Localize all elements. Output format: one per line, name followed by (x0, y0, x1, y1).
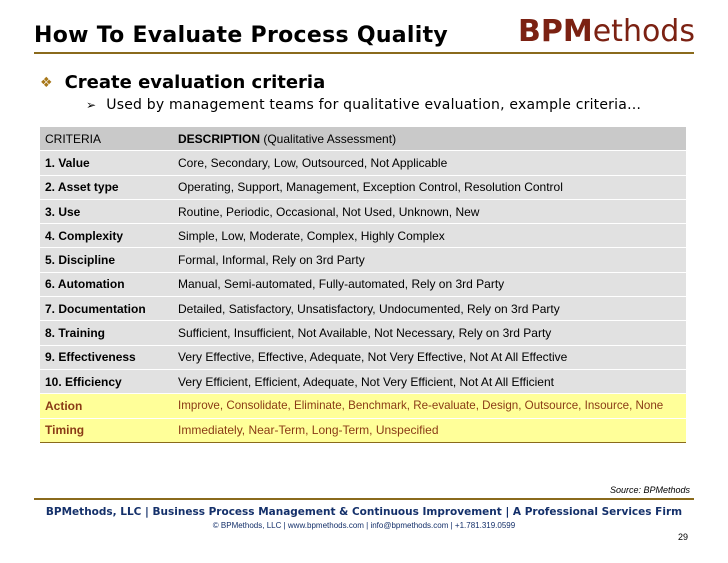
page-number: 29 (677, 532, 688, 542)
row-criteria: 8. Training (40, 321, 171, 345)
table-row (40, 272, 686, 296)
row-criteria: 1. Value (40, 151, 171, 175)
row-criteria: 9. Effectiveness (40, 345, 171, 369)
table-header-row (40, 127, 686, 151)
table-row (40, 369, 686, 393)
footer-contact-line: © BPMethods, LLC | www.bpmethods.com | info@bpmethods.com | +1.781.319.0599 (212, 521, 516, 530)
row-criteria: 5. Discipline (40, 248, 171, 272)
top-divider (34, 52, 694, 54)
sub-bullet-text: Used by management teams for qualitative evaluation, example criteria… (106, 97, 642, 113)
arrow-icon: ➢ (86, 98, 97, 112)
bottom-divider (34, 498, 694, 500)
table-row (40, 199, 686, 223)
row-description: Routine, Periodic, Occasional, Not Used, Unknown, New (171, 199, 686, 223)
row-description: Formal, Informal, Rely on 3rd Party (171, 248, 686, 272)
row-criteria: 4. Complexity (40, 224, 171, 248)
row-description: Core, Secondary, Low, Outsourced, Not Applicable (171, 151, 686, 175)
sub-bullet (86, 97, 641, 113)
footer-company-line: BPMethods, LLC | Business Process Management & Continuous Improvement | A Professional Services Firm (45, 506, 683, 518)
timing-description: Immediately, Near-Term, Long-Term, Unspecified (171, 418, 686, 442)
row-description: Sufficient, Insufficient, Not Available, Not Necessary, Rely on 3rd Party (171, 321, 686, 345)
row-description: Manual, Semi-automated, Fully-automated, Rely on 3rd Party (171, 272, 686, 296)
row-description: Operating, Support, Management, Exception Control, Resolution Control (171, 175, 686, 199)
action-row (40, 394, 686, 418)
header-description-rest: (Qualitative Assessment) (260, 131, 397, 146)
header-criteria: CRITERIA (40, 127, 171, 151)
logo-rest-part: ethods (592, 14, 695, 49)
row-criteria: 10. Efficiency (40, 369, 171, 393)
row-criteria: 6. Automation (40, 272, 171, 296)
bpmethods-logo (518, 14, 695, 49)
table-row (40, 321, 686, 345)
row-description: Very Effective, Effective, Adequate, Not Very Effective, Not At All Effective (171, 345, 686, 369)
diamond-icon: ❖ (40, 74, 53, 91)
action-description: Improve, Consolidate, Eliminate, Benchmark, Re-evaluate, Design, Outsource, Insource, None (171, 394, 686, 418)
header-description-bold: DESCRIPTION (178, 131, 261, 146)
table-row (40, 151, 686, 175)
row-description: Detailed, Satisfactory, Unsatisfactory, Undocumented, Rely on 3rd Party (171, 297, 686, 321)
table-row (40, 248, 686, 272)
criteria-table (40, 127, 686, 443)
row-description: Very Efficient, Efficient, Adequate, Not Very Efficient, Not At All Efficient (171, 369, 686, 393)
header-description (171, 127, 686, 151)
timing-row (40, 418, 686, 442)
source-note: Source: BPMethods (609, 485, 690, 495)
row-description: Simple, Low, Moderate, Complex, Highly Complex (171, 224, 686, 248)
row-criteria: 7. Documentation (40, 297, 171, 321)
row-criteria: 3. Use (40, 199, 171, 223)
row-criteria: 2. Asset type (40, 175, 171, 199)
table-row (40, 224, 686, 248)
timing-label: Timing (40, 418, 171, 442)
main-bullet-text: Create evaluation criteria (64, 72, 326, 93)
main-bullet (40, 72, 325, 93)
table-row (40, 175, 686, 199)
table-row (40, 297, 686, 321)
table-row (40, 345, 686, 369)
slide-title: How To Evaluate Process Quality (34, 23, 449, 48)
logo-bold-part: BPM (518, 14, 593, 49)
action-label: Action (40, 394, 171, 418)
